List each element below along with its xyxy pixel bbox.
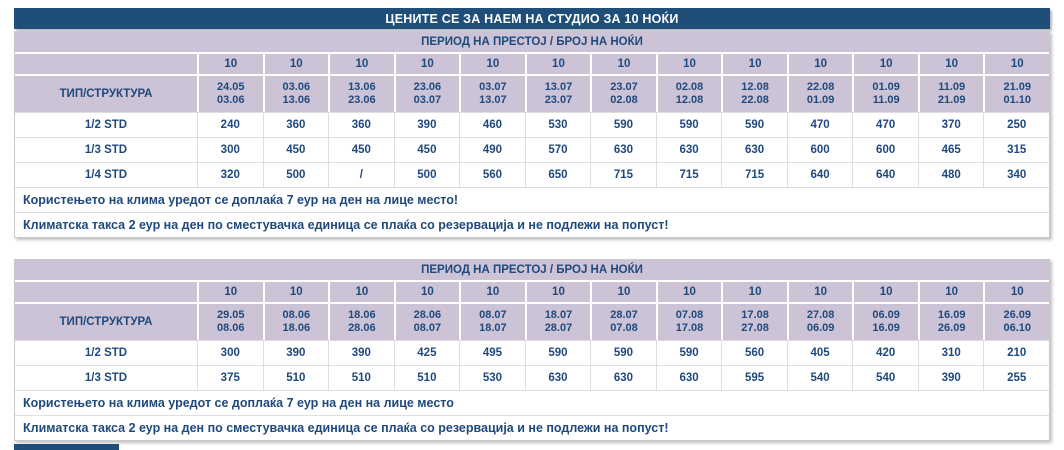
price-cell: 390	[263, 341, 329, 365]
price-cell: 570	[525, 138, 591, 162]
price-cell: 590	[656, 341, 722, 365]
nights-cell: 10	[918, 54, 984, 74]
date-range-cell	[918, 304, 984, 340]
period-header-row	[15, 260, 1049, 280]
date-to: 18.06	[282, 322, 311, 334]
date-to: 18.07	[479, 322, 507, 334]
nights-cell: 10	[918, 282, 984, 302]
price-cell: 540	[852, 366, 918, 390]
date-from: 13.06	[348, 80, 376, 93]
price-cell: 715	[656, 163, 722, 187]
nights-cell: 10	[525, 282, 591, 302]
price-cell: 590	[590, 113, 656, 137]
date-range-cell	[197, 76, 263, 112]
price-cell: 240	[197, 113, 263, 137]
partial-next-title-bar	[14, 444, 119, 450]
corner-empty-cell	[15, 282, 197, 302]
date-to: 02.08	[610, 94, 638, 106]
nights-cell: 10	[787, 282, 853, 302]
date-range-cell	[459, 304, 525, 340]
price-cell: 250	[983, 113, 1049, 137]
date-from: 18.06	[348, 308, 376, 321]
price-cell: 405	[787, 341, 853, 365]
date-range-cell	[590, 76, 656, 112]
price-cell: 560	[721, 341, 787, 365]
price-cell: 650	[525, 163, 591, 187]
price-cell: 600	[852, 138, 918, 162]
date-from: 17.08	[741, 308, 769, 321]
date-to: 03.06	[217, 94, 245, 106]
date-to: 28.07	[544, 322, 573, 334]
date-to: 13.06	[282, 94, 311, 106]
date-to: 22.08	[741, 94, 769, 106]
date-range-cell	[394, 76, 460, 112]
date-ranges-row	[15, 302, 1049, 340]
date-range-cell	[394, 304, 460, 340]
price-cell: 490	[459, 138, 525, 162]
price-cell: 630	[525, 366, 591, 390]
nights-cell: 10	[590, 282, 656, 302]
nights-cell: 10	[721, 282, 787, 302]
price-cell: 450	[263, 138, 329, 162]
price-cell: 630	[590, 138, 656, 162]
date-range-cell	[656, 76, 722, 112]
date-to: 01.09	[806, 94, 835, 106]
nights-cell: 10	[590, 54, 656, 74]
nights-cell: 10	[394, 54, 460, 74]
note-text: Користењето на клима уредот се доплаќа 7 еур на ден на лице место	[15, 390, 1049, 415]
date-range-cell	[459, 76, 525, 112]
price-cell: 425	[394, 341, 460, 365]
price-cell: 300	[197, 138, 263, 162]
price-cell: 480	[918, 163, 984, 187]
date-range-cell	[328, 76, 394, 112]
date-from: 07.08	[675, 308, 704, 321]
price-row	[15, 340, 1049, 365]
nights-cell: 10	[197, 282, 263, 302]
date-to: 17.08	[675, 322, 704, 334]
date-from: 08.07	[479, 308, 507, 321]
price-cell: 640	[852, 163, 918, 187]
date-to: 08.07	[413, 322, 442, 334]
price-cell: 590	[656, 113, 722, 137]
nights-cell: 10	[852, 282, 918, 302]
price-cell: 470	[787, 113, 853, 137]
price-cell: 340	[983, 163, 1049, 187]
row-type-label: 1/2 STD	[15, 113, 197, 137]
nights-cell: 10	[983, 282, 1049, 302]
price-cell: 595	[721, 366, 787, 390]
date-to: 16.09	[872, 322, 900, 334]
price-cell: 590	[525, 341, 591, 365]
date-from: 23.07	[610, 80, 638, 93]
row-type-label: 1/3 STD	[15, 366, 197, 390]
period-header: ПЕРИОД НА ПРЕСТОЈ / БРОЈ НА НОЌИ	[15, 32, 1049, 52]
page-title: ЦЕНИТЕ СЕ ЗА НАЕМ НА СТУДИО ЗА 10 НОЌИ	[385, 11, 679, 26]
date-to: 23.07	[544, 94, 573, 106]
date-to: 12.08	[675, 94, 704, 106]
price-cell: 470	[852, 113, 918, 137]
price-cell: 510	[394, 366, 460, 390]
date-to: 26.09	[937, 322, 966, 334]
date-from: 01.09	[872, 80, 900, 93]
price-cell: 530	[459, 366, 525, 390]
price-cell: 390	[328, 341, 394, 365]
date-range-cell	[918, 76, 984, 112]
date-to: 06.09	[806, 322, 835, 334]
nights-row	[15, 280, 1049, 302]
date-from: 13.07	[544, 80, 573, 93]
date-range-cell	[983, 76, 1049, 112]
date-from: 28.07	[610, 308, 638, 321]
date-from: 11.09	[938, 80, 966, 93]
price-cell: 590	[590, 341, 656, 365]
price-cell: 390	[394, 113, 460, 137]
date-from: 27.08	[806, 308, 835, 321]
nights-cell: 10	[197, 54, 263, 74]
date-from: 12.08	[741, 80, 769, 93]
price-table-1	[14, 31, 1050, 238]
date-to: 21.09	[937, 94, 966, 106]
price-cell: 540	[787, 366, 853, 390]
price-cell: 630	[656, 138, 722, 162]
date-from: 29.05	[217, 308, 245, 321]
type-structure-header: ТИП/СТРУКТУРА	[15, 76, 197, 112]
price-cell: 360	[328, 113, 394, 137]
price-cell: 390	[918, 366, 984, 390]
corner-empty-cell	[15, 54, 197, 74]
nights-cell: 10	[787, 54, 853, 74]
price-cell: 450	[394, 138, 460, 162]
date-to: 07.08	[610, 322, 638, 334]
price-table-2	[14, 259, 1050, 441]
date-ranges-row	[15, 74, 1049, 112]
date-from: 16.09	[937, 308, 966, 321]
price-cell: 450	[328, 138, 394, 162]
nights-cell: 10	[459, 282, 525, 302]
date-range-cell	[787, 76, 853, 112]
date-from: 06.09	[872, 308, 900, 321]
date-to: 27.08	[741, 322, 769, 334]
date-range-cell	[852, 76, 918, 112]
price-cell: 510	[263, 366, 329, 390]
price-cell: 315	[983, 138, 1049, 162]
price-cell: 500	[394, 163, 460, 187]
price-cell: 590	[721, 113, 787, 137]
price-cell: 310	[918, 341, 984, 365]
price-cell: 630	[721, 138, 787, 162]
price-cell: 210	[983, 341, 1049, 365]
price-row	[15, 365, 1049, 390]
row-type-label: 1/2 STD	[15, 341, 197, 365]
main-title-bar	[14, 8, 1050, 29]
price-cell: 560	[459, 163, 525, 187]
nights-cell: 10	[852, 54, 918, 74]
date-to: 01.10	[1003, 94, 1031, 106]
date-range-cell	[983, 304, 1049, 340]
nights-row	[15, 52, 1049, 74]
date-range-cell	[590, 304, 656, 340]
date-range-cell	[721, 304, 787, 340]
date-to: 11.09	[872, 94, 900, 106]
price-cell: 630	[656, 366, 722, 390]
price-cell: 375	[197, 366, 263, 390]
price-cell: 715	[721, 163, 787, 187]
date-range-cell	[525, 304, 591, 340]
nights-cell: 10	[328, 282, 394, 302]
price-cell: 420	[852, 341, 918, 365]
date-to: 03.07	[413, 94, 442, 106]
date-from: 26.09	[1003, 308, 1031, 321]
date-to: 23.06	[348, 94, 376, 106]
date-from: 23.06	[413, 80, 442, 93]
date-range-cell	[656, 304, 722, 340]
nights-cell: 10	[263, 54, 329, 74]
price-cell: 370	[918, 113, 984, 137]
note-text: Користењето на клима уредот се доплаќа 7 еур на ден на лице место!	[15, 187, 1049, 212]
date-range-cell	[721, 76, 787, 112]
date-to: 06.10	[1003, 322, 1031, 334]
date-from: 02.08	[675, 80, 704, 93]
date-range-cell	[852, 304, 918, 340]
date-to: 28.06	[348, 322, 376, 334]
row-type-label: 1/4 STD	[15, 163, 197, 187]
type-structure-header: ТИП/СТРУКТУРА	[15, 304, 197, 340]
date-from: 28.06	[413, 308, 442, 321]
nights-cell: 10	[983, 54, 1049, 74]
date-range-cell	[787, 304, 853, 340]
price-cell: 360	[263, 113, 329, 137]
price-cell: 465	[918, 138, 984, 162]
row-type-label: 1/3 STD	[15, 138, 197, 162]
date-from: 08.06	[282, 308, 311, 321]
price-cell: 600	[787, 138, 853, 162]
nights-cell: 10	[721, 54, 787, 74]
price-row	[15, 162, 1049, 187]
nights-cell: 10	[394, 282, 460, 302]
period-header: ПЕРИОД НА ПРЕСТОЈ / БРОЈ НА НОЌИ	[15, 260, 1049, 280]
price-cell: 495	[459, 341, 525, 365]
price-row	[15, 137, 1049, 162]
nights-cell: 10	[525, 54, 591, 74]
price-cell: 510	[328, 366, 394, 390]
period-header-row	[15, 32, 1049, 52]
date-from: 18.07	[544, 308, 573, 321]
price-cell: 300	[197, 341, 263, 365]
price-cell: 320	[197, 163, 263, 187]
date-range-cell	[197, 304, 263, 340]
note-text: Климатска такса 2 еур на ден по сместувачка единица се плаќа со резервација и не подлежи на попуст!	[15, 212, 1049, 237]
nights-cell: 10	[656, 282, 722, 302]
price-cell: /	[328, 163, 394, 187]
price-cell: 630	[590, 366, 656, 390]
nights-cell: 10	[328, 54, 394, 74]
nights-cell: 10	[263, 282, 329, 302]
price-cell: 640	[787, 163, 853, 187]
date-from: 03.06	[282, 80, 311, 93]
price-cell: 530	[525, 113, 591, 137]
note-text: Климатска такса 2 еур на ден по сместувачка единица се плаќа со резервација и не подлежи на попуст!	[15, 415, 1049, 440]
price-cell: 715	[590, 163, 656, 187]
date-range-cell	[525, 76, 591, 112]
date-to: 08.06	[217, 322, 245, 334]
price-row	[15, 112, 1049, 137]
date-range-cell	[328, 304, 394, 340]
date-from: 03.07	[479, 80, 507, 93]
date-from: 21.09	[1003, 80, 1031, 93]
price-cell: 255	[983, 366, 1049, 390]
price-cell: 500	[263, 163, 329, 187]
date-range-cell	[263, 304, 329, 340]
date-to: 13.07	[479, 94, 507, 106]
date-range-cell	[263, 76, 329, 112]
date-from: 22.08	[806, 80, 835, 93]
price-cell: 460	[459, 113, 525, 137]
nights-cell: 10	[656, 54, 722, 74]
date-from: 24.05	[217, 80, 245, 93]
nights-cell: 10	[459, 54, 525, 74]
